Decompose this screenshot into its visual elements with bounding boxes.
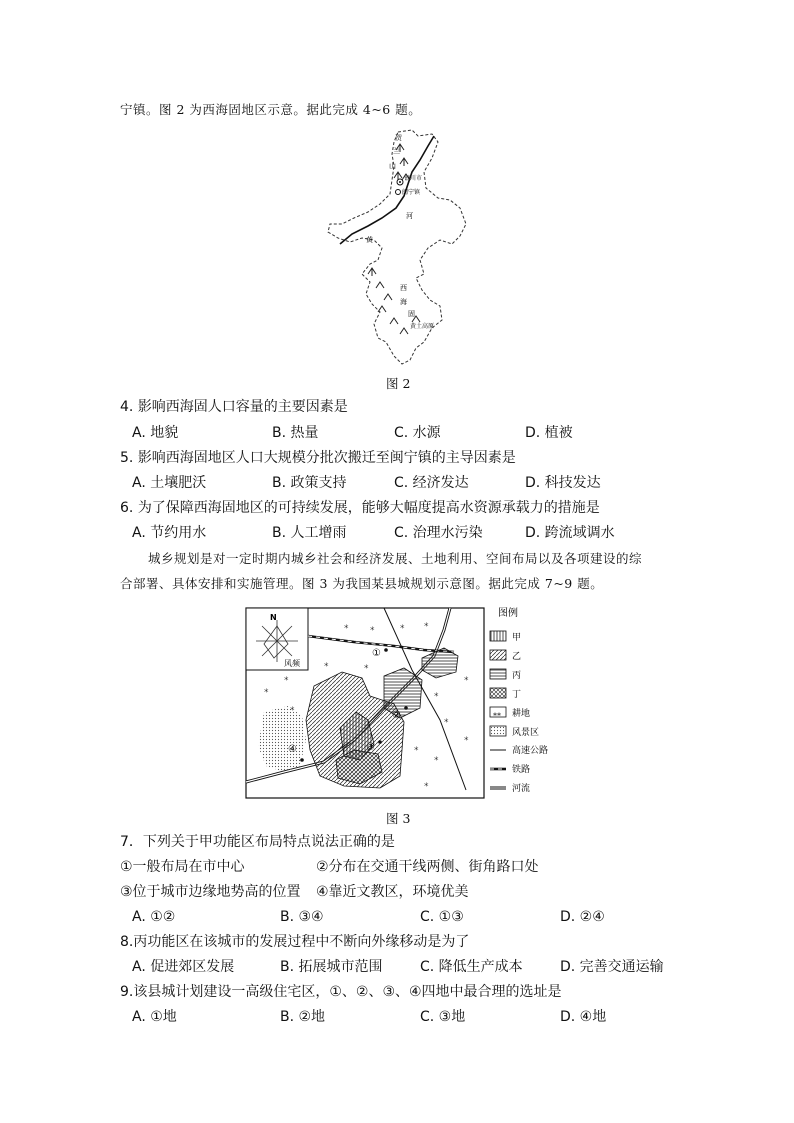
q4-option-a[interactable]: A. 地貌 [132, 425, 179, 441]
q4-option-b[interactable]: B. 热量 [272, 425, 319, 441]
q7-option-b[interactable]: B. ③④ [280, 909, 324, 925]
q9-option-a[interactable]: A. ①地 [132, 1009, 177, 1025]
legend-scenic: 风景区 [512, 728, 540, 738]
svg-text:⁎: ⁎ [284, 673, 289, 683]
svg-text:⁎: ⁎ [264, 685, 269, 695]
point-2: ② [392, 710, 401, 721]
svg-text:⁎: ⁎ [400, 621, 405, 631]
question-9: 9.该县城计划建设一高级住宅区，①、②、③、④四地中最合理的选址是 [120, 984, 562, 1000]
legend-ding: 丁 [512, 690, 522, 700]
label-yinchuan: 银川市 [404, 175, 423, 182]
label-minning: 闽宁镇 [402, 189, 421, 196]
svg-text:⁎: ⁎ [414, 743, 419, 753]
svg-text:⁎: ⁎ [370, 623, 375, 633]
legend-jia: 甲 [512, 633, 522, 643]
q7-statement-4: ④靠近文教区，环境优美 [316, 884, 469, 900]
q6-option-a[interactable]: A. 节约用水 [132, 525, 207, 541]
svg-text:⁎: ⁎ [444, 715, 449, 725]
legend-highway: 高速公路 [512, 746, 549, 756]
wind-label: 风频 [284, 659, 300, 668]
q4-option-c[interactable]: C. 水源 [394, 425, 441, 441]
q8-option-a[interactable]: A. 促进郊区发展 [132, 959, 235, 975]
label-lan: 兰 [393, 147, 400, 155]
intro-text-2a: 城乡规划是对一定时期内城乡社会和经济发展、土地利用、空间布局以及各项建设的综 [148, 551, 643, 566]
svg-text:⁎: ⁎ [364, 661, 369, 671]
q8-option-d[interactable]: D. 完善交通运输 [560, 959, 664, 975]
q4-option-d[interactable]: D. 植被 [525, 425, 573, 441]
question-6: 6. 为了保障西海固地区的可持续发展，能够大幅度提高水资源承载力的措施是 [120, 500, 600, 516]
svg-text:⁎: ⁎ [424, 779, 429, 789]
label-hai: 海 [400, 298, 407, 306]
q8-option-b[interactable]: B. 拓展城市范围 [280, 959, 383, 975]
label-he: 贺 [395, 134, 402, 142]
q7-statement-3: ③位于城市边缘地势高的位置 [120, 884, 301, 900]
county-plan-map [244, 600, 560, 802]
q5-option-a[interactable]: A. 土壤肥沃 [132, 475, 207, 491]
q5-option-c[interactable]: C. 经济发达 [394, 475, 469, 491]
question-4: 4. 影响西海固人口容量的主要因素是 [120, 399, 348, 415]
question-8: 8.丙功能区在该城市的发展过程中不断向外缘移动是为了 [120, 934, 470, 950]
legend-bing: 丙 [512, 671, 522, 681]
label-river-huang: 黄 [366, 236, 373, 244]
legend-farmland: 耕地 [512, 709, 531, 719]
q9-option-d[interactable]: D. ④地 [560, 1009, 607, 1025]
q6-option-d[interactable]: D. 跨流域调水 [525, 525, 615, 541]
intro-text-2b: 合部署、具体安排和实施管理。图 3 为我国某县城规划示意图。据此完成 7~9 题。 [120, 576, 604, 591]
question-7: 7．下列关于甲功能区布局特点说法正确的是 [120, 834, 395, 850]
svg-text:⁎: ⁎ [434, 753, 439, 763]
svg-text:⁎: ⁎ [344, 621, 349, 631]
point-1: ① [372, 648, 381, 659]
legend-title: 图例 [498, 608, 518, 619]
ningxia-map [320, 128, 480, 368]
q7-statement-2: ②分布在交通干线两侧、街角路口处 [316, 859, 539, 875]
q5-option-b[interactable]: B. 政策支持 [272, 475, 347, 491]
legend-yi: 乙 [512, 652, 522, 662]
q5-option-d[interactable]: D. 科技发达 [525, 475, 601, 491]
svg-text:⁎: ⁎ [464, 673, 469, 683]
svg-text:⁎: ⁎ [464, 733, 469, 743]
question-5: 5. 影响西海固地区人口大规模分批次搬迁至闽宁镇的主导因素是 [120, 450, 516, 466]
label-gu: 固 [408, 310, 415, 318]
q7-option-d[interactable]: D. ②④ [560, 909, 605, 925]
label-plateau: 黄土高原 [410, 323, 435, 330]
q6-option-b[interactable]: B. 人工增雨 [272, 525, 347, 541]
q7-option-a[interactable]: A. ①② [132, 909, 176, 925]
intro-text-1: 宁镇。图 2 为西海固地区示意。据此完成 4~6 题。 [120, 102, 422, 117]
label-river-he: 河 [406, 212, 413, 220]
svg-text:⁎: ⁎ [324, 659, 329, 669]
legend-river: 河流 [512, 784, 531, 794]
legend-railway: 铁路 [512, 765, 531, 775]
svg-text:⁎: ⁎ [434, 689, 439, 699]
q7-option-c[interactable]: C. ①③ [420, 909, 464, 925]
svg-text:⁎: ⁎ [290, 703, 295, 713]
q9-option-b[interactable]: B. ②地 [280, 1009, 326, 1025]
compass-north: N [270, 613, 277, 622]
figure-2-caption: 图 2 [386, 376, 411, 391]
q9-option-c[interactable]: C. ③地 [420, 1009, 466, 1025]
q6-option-c[interactable]: C. 治理水污染 [394, 525, 483, 541]
svg-text:⁎: ⁎ [424, 619, 429, 629]
label-xi: 西 [400, 284, 407, 292]
svg-text:⁎⁎: ⁎⁎ [493, 709, 501, 718]
figure-3-caption: 图 3 [386, 811, 411, 826]
point-4: ④ [288, 744, 297, 755]
point-3: ③ [366, 742, 375, 753]
q7-statement-1: ①一般布局在市中心 [120, 859, 245, 875]
q8-option-c[interactable]: C. 降低生产成本 [420, 959, 523, 975]
label-shan: 山 [389, 162, 396, 170]
